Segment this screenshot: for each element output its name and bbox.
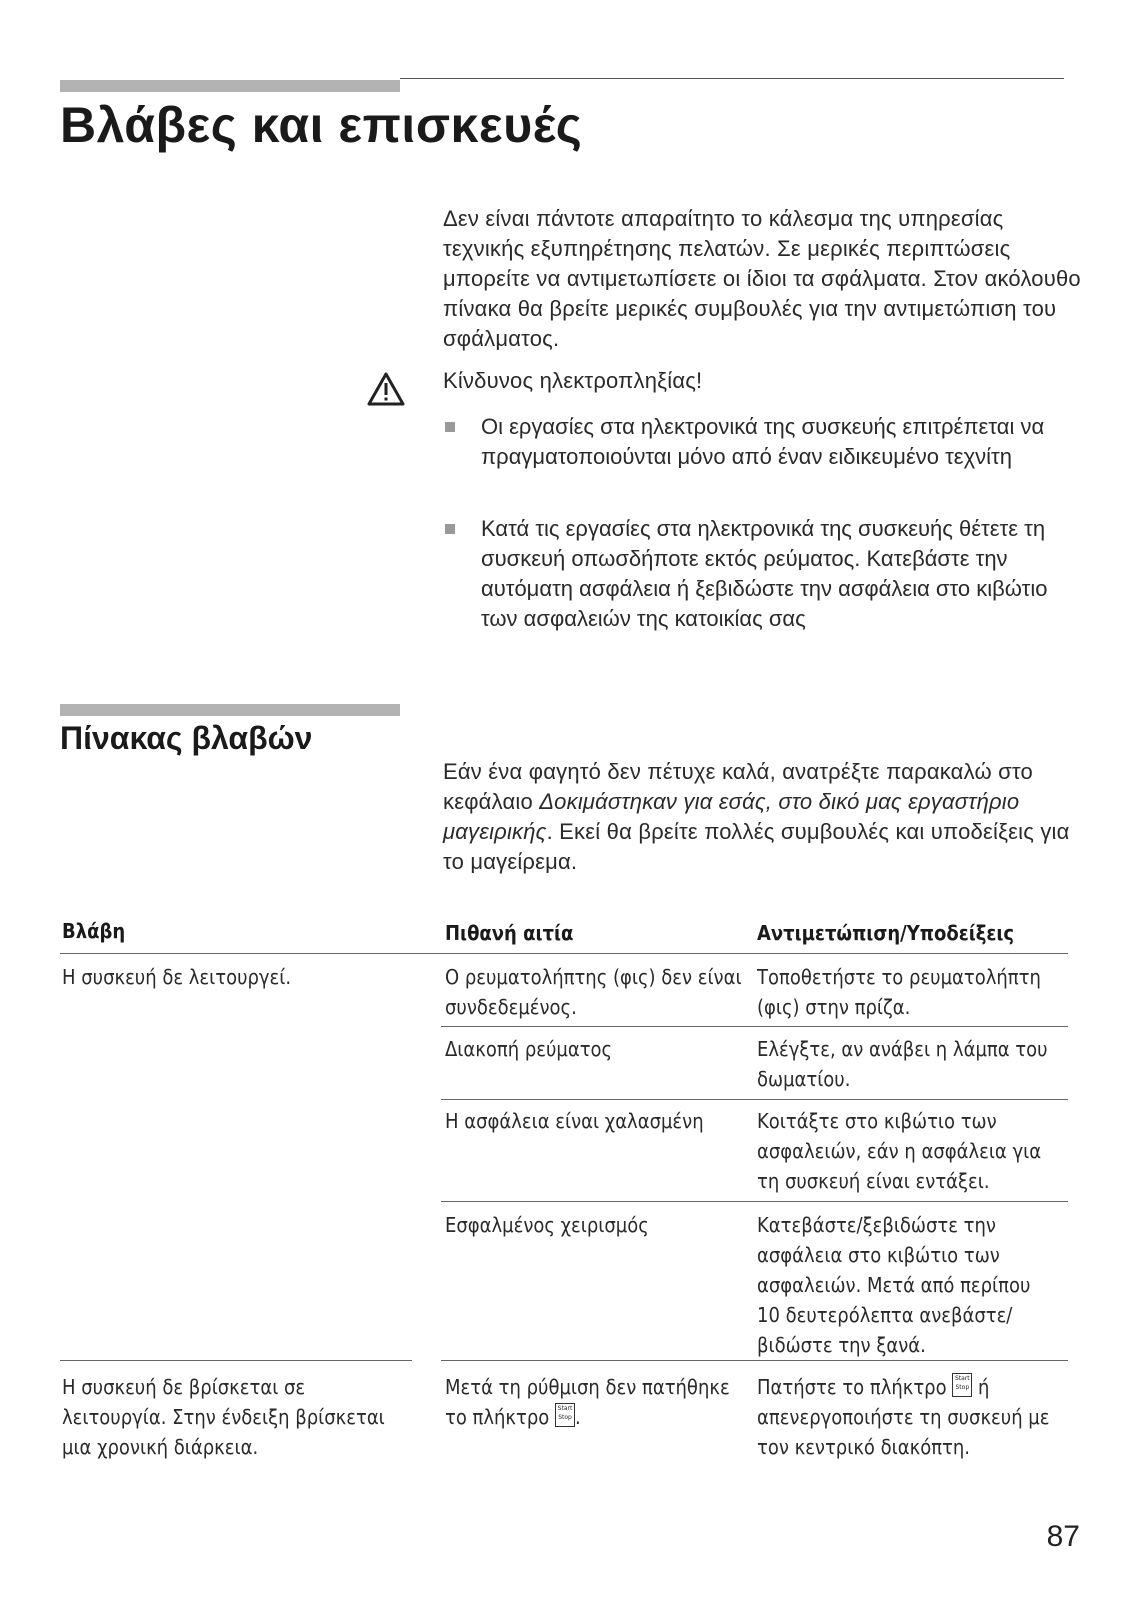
header-fault: Βλάβη bbox=[62, 919, 126, 943]
table-divider bbox=[441, 1099, 1068, 1100]
section-paragraph: Εάν ένα φαγητό δεν πέτυχε καλά, ανατρέξτε παρακαλώ στο κεφάλαιο Δοκιμάστηκαν για εσάς, στο δικό μας εργαστήριο μαγειρικής. Εκεί θα βρείτε πολλές συμβουλές και υποδείξεις για το μαγείρεμα. bbox=[443, 759, 1070, 874]
bullet-item: Οι εργασίες στα ηλεκτρονικά της συσκευής επιτρέπεται να πραγματοποιούνται μόνο από έναν ειδικευμένο τεχνίτη bbox=[443, 412, 1063, 472]
section-title: Πίνακας βλαβών bbox=[60, 720, 313, 756]
chapter-reference: Δοκιμάστηκαν για εσάς, στο δικό μας εργαστήριο μαγειρικής bbox=[443, 789, 1020, 844]
table-divider bbox=[60, 1360, 412, 1361]
bullet-item: Κατά τις εργασίες στα ηλεκτρονικά της συσκευής θέτετε τη συσκευή οπωσδήποτε εκτός ρεύματος. Κατεβάστε την αυτόματη ασφάλεια ή ξεβιδώστε την ασφάλεια στο κιβώτιο των ασφαλειών της κατοικίας σας bbox=[443, 514, 1063, 634]
warning-text: Κίνδυνος ηλεκτροπληξίας! bbox=[443, 368, 703, 393]
table-divider bbox=[441, 1026, 1068, 1027]
cause-cell: Μετά τη ρύθμιση δεν πατήθηκε το πλήκτρο Start Stop . bbox=[445, 1375, 730, 1429]
fault-cell: Η συσκευή δε λειτουργεί. bbox=[62, 965, 292, 989]
fault-cell: Η συσκευή δε βρίσκεται σε λειτουργία. Στην ένδειξη βρίσκεται μια χρονική διάρκεια. bbox=[62, 1375, 385, 1459]
intro-paragraph: Δεν είναι πάντοτε απαραίτητο το κάλεσμα της υπηρεσίας τεχνικής εξυπηρέτησης πελατών. Σε μερικές περιπτώσεις μπορείτε να αντιμετωπίσετε οι ίδιοι τα σφάλματα. Στον ακόλουθο πίνακα θα βρείτε μερικές συμβουλές για την αντιμετώπιση του σφάλματος. bbox=[443, 206, 1081, 351]
start-stop-key-icon: Start Stop bbox=[952, 1373, 972, 1397]
cause-cell: Η ασφάλεια είναι χαλασμένη bbox=[445, 1109, 704, 1133]
cause-cell: Ο ρευματολήπτης (φις) δεν είναι συνδεδεμένος. bbox=[445, 965, 742, 1019]
page-number: 87 bbox=[1046, 1520, 1080, 1553]
table-divider bbox=[60, 953, 1068, 954]
remedy-cell: Ελέγξτε, αν ανάβει η λάμπα του δωματίου. bbox=[757, 1037, 1048, 1091]
table-divider bbox=[441, 1201, 1068, 1202]
cause-cell: Διακοπή ρεύματος bbox=[445, 1037, 613, 1061]
remedy-cell: Πατήστε το πλήκτρο Start Stop ή απενεργοποιήστε τη συσκευή με τον κεντρικό διακόπτη. bbox=[757, 1375, 1050, 1459]
table-divider bbox=[441, 1360, 1068, 1361]
start-stop-key-icon: Start Stop bbox=[555, 1403, 575, 1427]
remedy-cell: Κατεβάστε/ξεβιδώστε την ασφάλεια στο κιβώτιο των ασφαλειών. Μετά από περίπου 10 δευτερόλεπτα ανεβάστε/βιδώστε την ξανά. bbox=[757, 1213, 1031, 1357]
page-title: Βλάβες και επισκευές bbox=[60, 97, 583, 153]
header-cause: Πιθανή αιτία bbox=[445, 921, 574, 945]
remedy-cell: Τοποθετήστε το ρευματολήπτη (φις) στην πρίζα. bbox=[757, 965, 1041, 1019]
cause-cell: Εσφαλμένος χειρισμός bbox=[445, 1213, 649, 1237]
header-remedy: Αντιμετώπιση/Υποδείξεις bbox=[757, 921, 1015, 945]
remedy-cell: Κοιτάξτε στο κιβώτιο των ασφαλειών, εάν η ασφάλεια για τη συσκευή είναι εντάξει. bbox=[757, 1109, 1042, 1193]
